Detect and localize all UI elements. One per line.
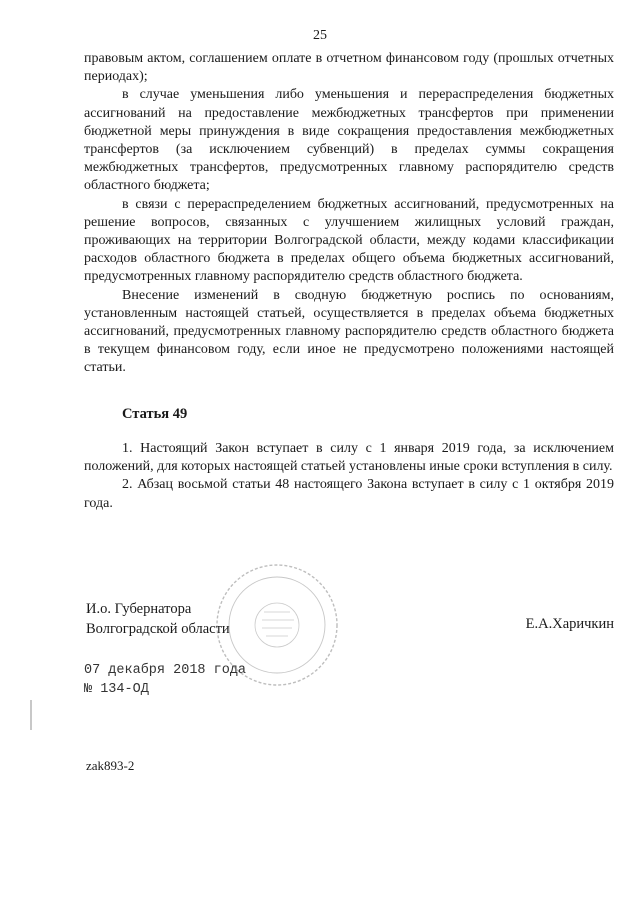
paragraph-continuation: правовым актом, соглашением оплате в отчетном финансовом году (прошлых отчетных периодах);	[84, 51, 614, 85]
article-item-1: 1. Настоящий Закон вступает в силу с 1 января 2019 года, за исключением положений, для которых настоящей статьей установлены иные сроки вступления в силу.	[84, 441, 614, 475]
signer-name: Е.А.Харичкин	[525, 616, 614, 632]
signer-title	[86, 599, 230, 639]
paragraph-amendments: Внесение изменений в сводную бюджетную роспись по основаниям, установленным настоящей статьей, осуществляется в пределах объема бюджетных ассигнований, предусмотренных главному распорядителю средств областного бюджета в текущем финансовом году, если иное не предусмотрено положениями настоящей статьи.	[84, 287, 614, 376]
law-number: № 134-ОД	[84, 682, 149, 697]
margin-mark	[30, 700, 32, 730]
law-date: 07 декабря 2018 года	[84, 663, 247, 678]
paragraph-housing: в связи с перераспределением бюджетных ассигнований, предусмотренных на решение вопросов, связанных с улучшением жилищных условий граждан, проживающих на территории Волгоградской области, между кодами классификации расходов областного бюджета в пределах общего объема бюджетных ассигнований, предусмотренных главному распорядителю средств областного бюджета.	[84, 196, 614, 285]
article-heading: Статья 49	[122, 406, 188, 422]
signer-title-line-1: И.о. Губернатора	[86, 601, 192, 617]
page-number: 25	[313, 28, 327, 43]
article-item-2: 2. Абзац восьмой статьи 48 настоящего Закона вступает в силу с 1 октября 2019 года.	[84, 477, 614, 511]
paragraph-reduction: в случае уменьшения либо уменьшения и перераспределения бюджетных ассигнований на предоставление межбюджетных трансфертов при применении бюджетной меры принуждения в виде сокращения предоставления межбюджетных трансфертов (за исключением субвенций) в пределах суммы сокращения межбюджетных трансфертов, предусмотренных главному распорядителю средств областного бюджета;	[84, 87, 614, 194]
article-body	[84, 440, 614, 513]
law-date-block	[84, 661, 246, 699]
signer-title-line-2: Волгоградской области	[86, 621, 230, 637]
document-body	[84, 50, 614, 378]
document-code: zak893-2	[86, 758, 135, 773]
